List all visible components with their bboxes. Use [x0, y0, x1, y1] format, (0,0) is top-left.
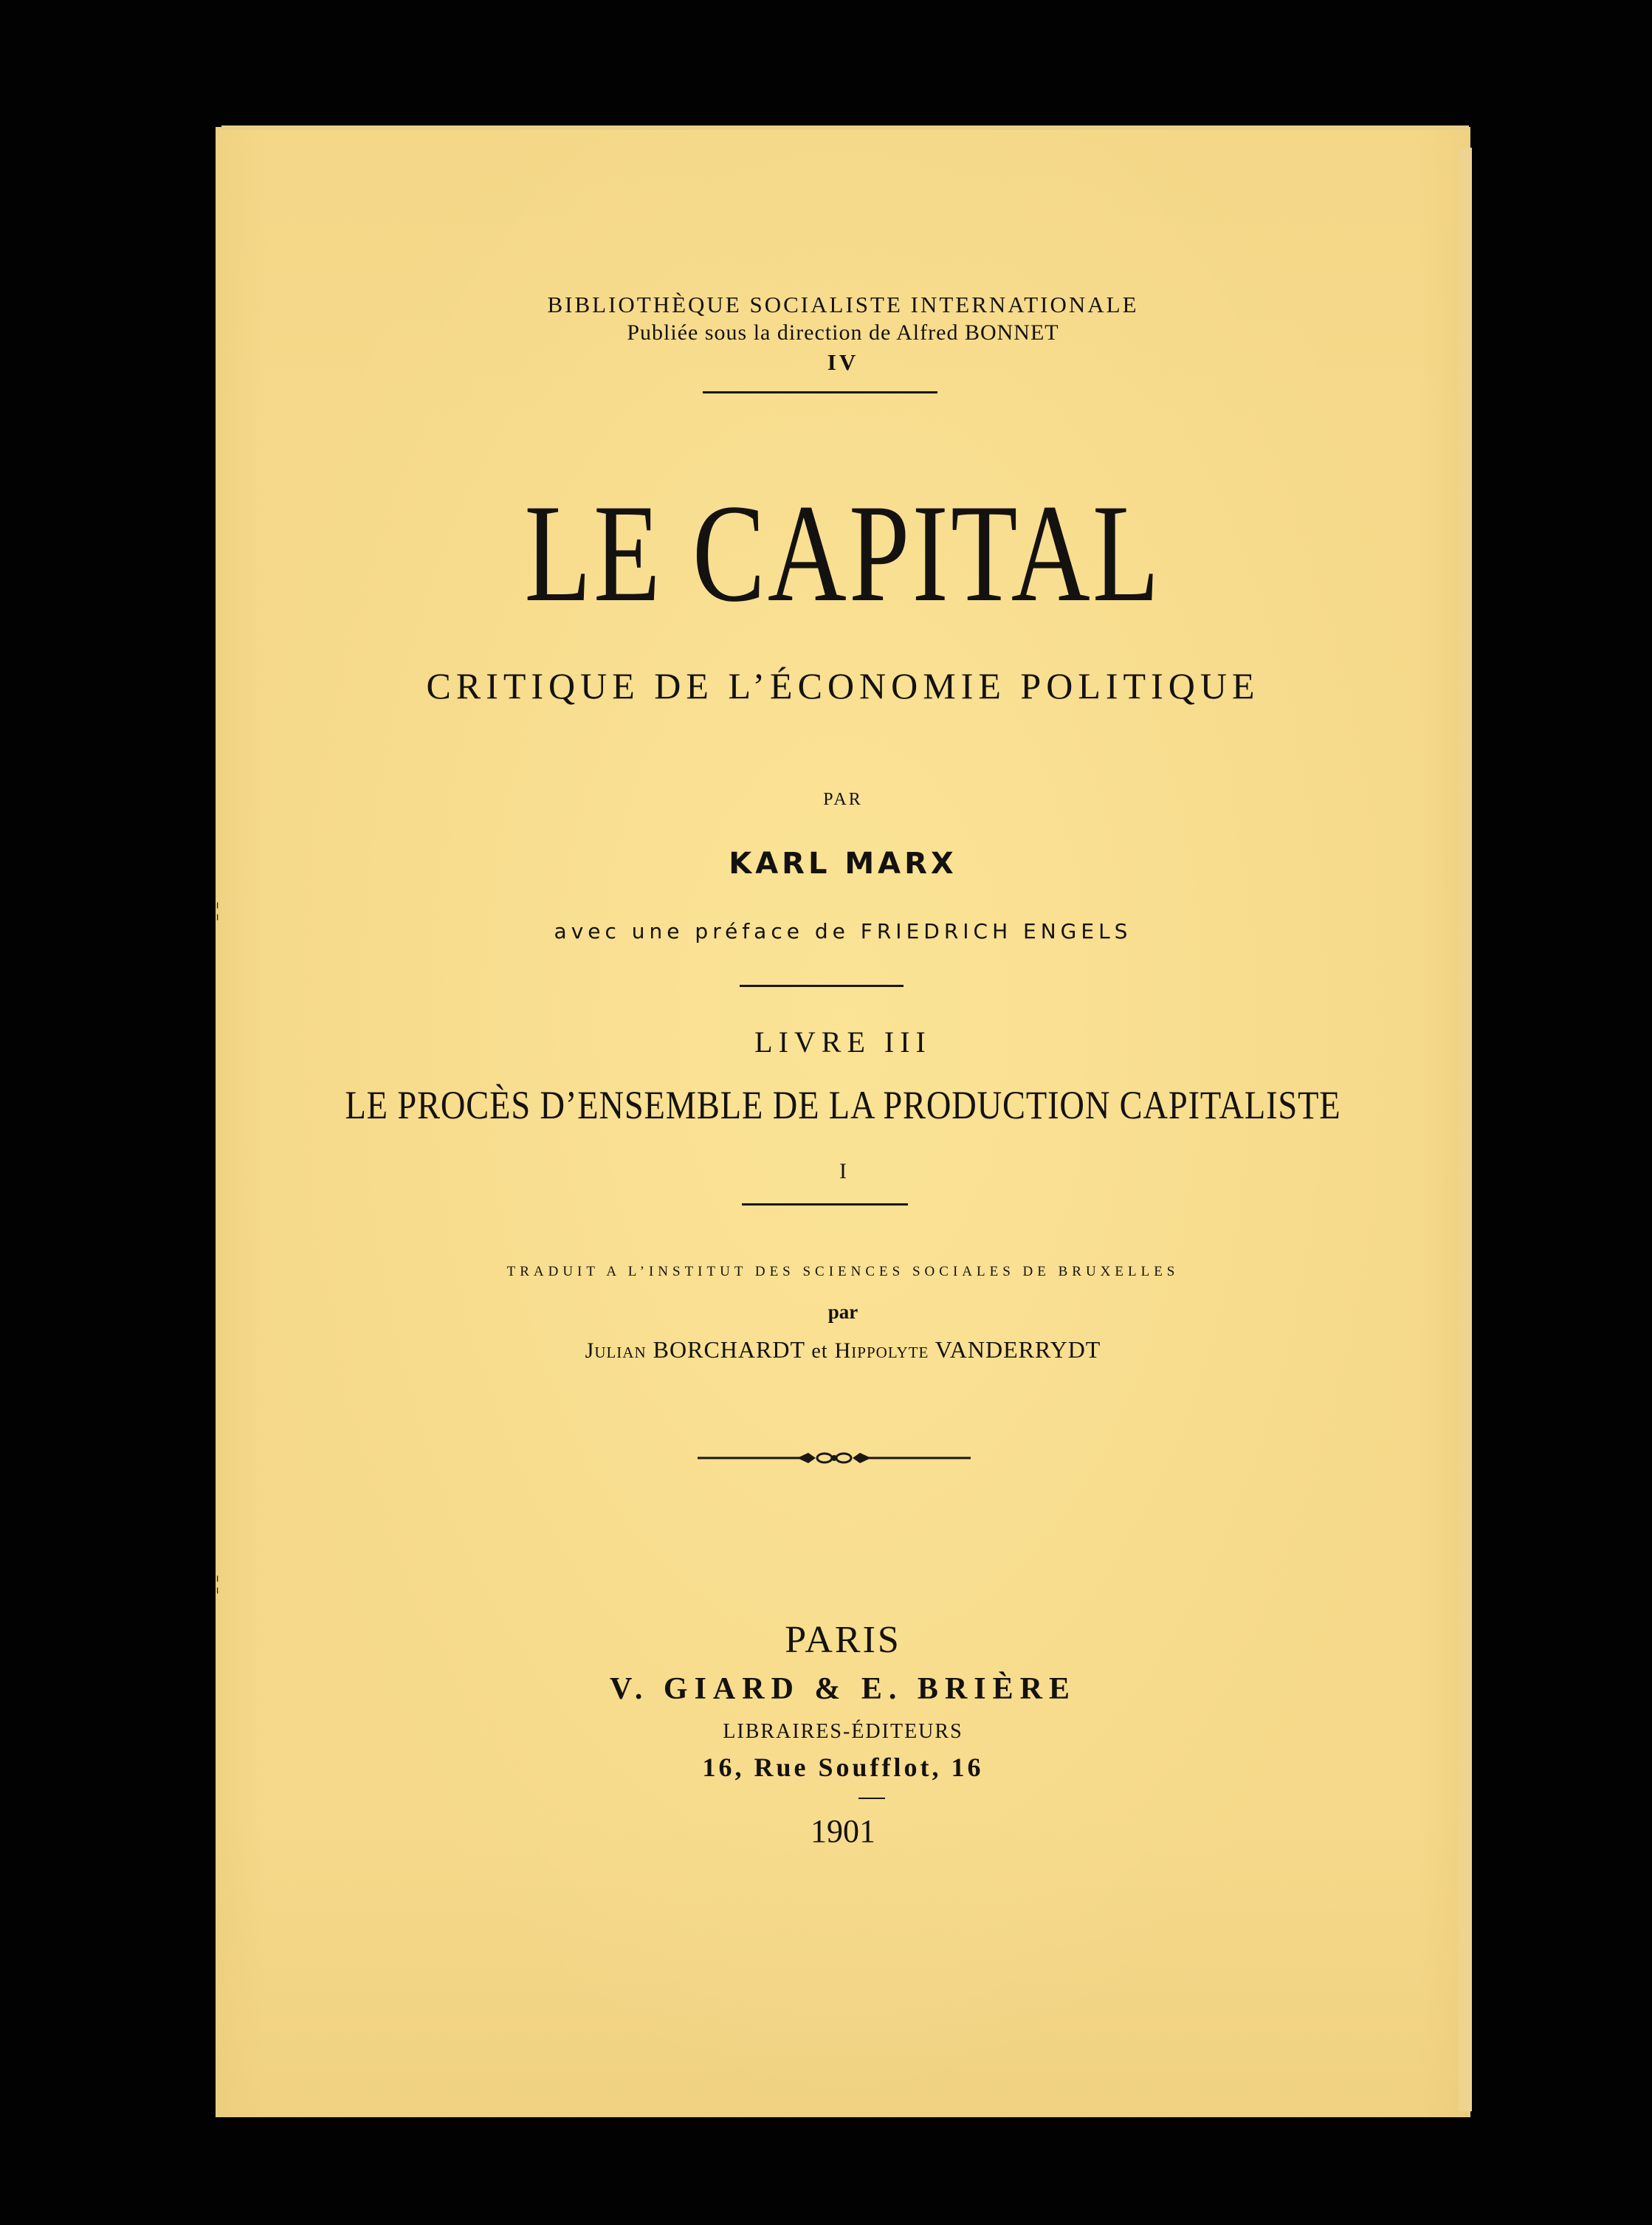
ornament-flourish [698, 1445, 971, 1471]
divider-rule [742, 1203, 908, 1206]
publisher-name: V. GIARD & E. BRIÈRE [610, 1672, 1076, 1706]
preface-credit: avec une préface de FRIEDRICH ENGELS [554, 919, 1132, 943]
divider-rule [703, 391, 937, 393]
translators [216, 1336, 1470, 1363]
translator2-last: VANDERRYDT [935, 1336, 1101, 1363]
publisher-address: 16, Rue Soufflot, 16 [702, 1753, 984, 1782]
book-title: LE CAPITAL [524, 476, 1162, 631]
by-label: PAR [823, 790, 863, 809]
translator1-first: Julian [585, 1338, 647, 1363]
series-name: BIBLIOTHÈQUE SOCIALISTE INTERNATIONALE [547, 292, 1139, 317]
author-name: KARL MARX [729, 847, 957, 881]
book-subtitle: CRITIQUE DE L’ÉCONOMIE POLITIQUE [426, 665, 1260, 706]
divider-rule [858, 1798, 885, 1799]
translation-line: TRADUIT A L’INSTITUT DES SCIENCES SOCIALES DE BRUXELLES [506, 1264, 1180, 1279]
divider-rule [740, 985, 904, 987]
translator2-first: Hippolyte [834, 1338, 929, 1363]
series-volume: IV [827, 349, 859, 375]
book-part: LIVRE III [754, 1025, 932, 1059]
series-editor: Publiée sous la direction de Alfred BONNET [627, 320, 1059, 345]
spine-mark: ¦ [216, 899, 220, 921]
publisher-trade: LIBRAIRES-ÉDITEURS [723, 1720, 963, 1743]
translation-par: par [827, 1301, 858, 1323]
book-part-title: LE PROCÈS D’ENSEMBLE DE LA PRODUCTION CAPITALISTE [345, 1083, 1341, 1127]
imprint-city: PARIS [785, 1619, 901, 1661]
tome-number: I [839, 1159, 847, 1183]
publication-year: 1901 [810, 1813, 875, 1849]
translator1-last: BORCHARDT [653, 1336, 805, 1363]
translators-et: et [811, 1340, 828, 1363]
spine-mark: ¦ [216, 1572, 220, 1594]
cover-top-edge [221, 125, 1469, 130]
